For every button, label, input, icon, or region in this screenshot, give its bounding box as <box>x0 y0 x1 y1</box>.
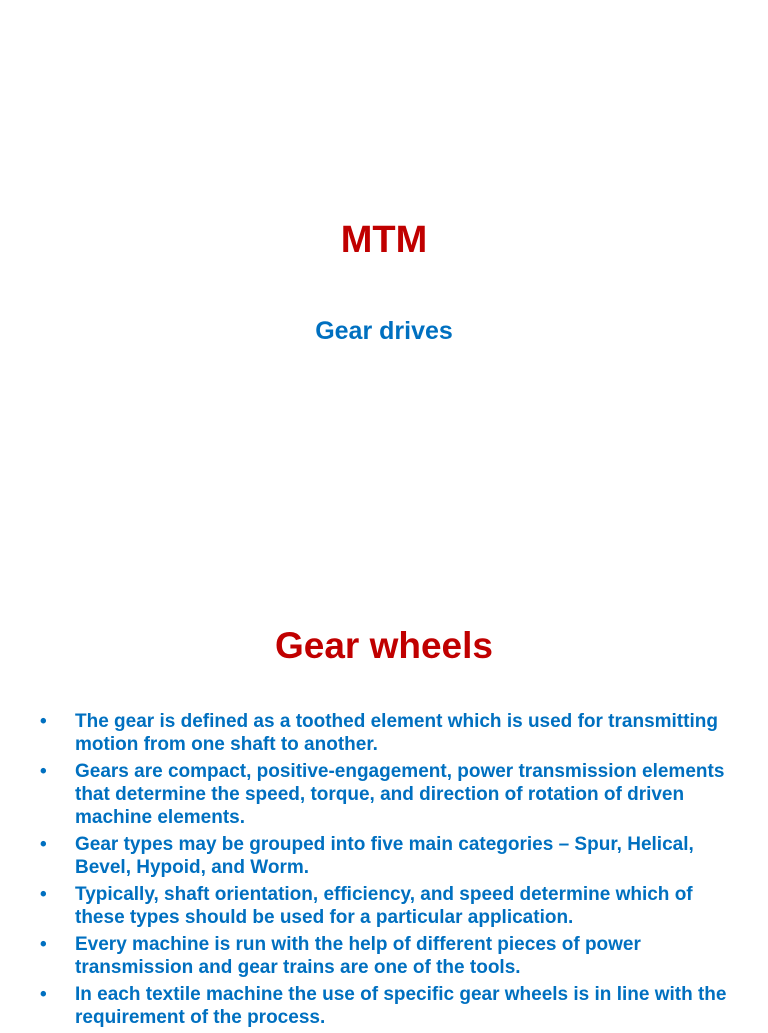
bullet-icon: • <box>40 984 47 1005</box>
bullet-item <box>0 760 768 829</box>
bullet-text: In each textile machine the use of specific gear wheels is in line with the requirement of the process. <box>75 984 727 1028</box>
bullet-list <box>0 710 768 1033</box>
content-slide <box>0 576 768 1028</box>
bullet-icon: • <box>40 711 47 732</box>
bullet-icon: • <box>40 761 47 782</box>
slide-title: MTM <box>340 219 428 261</box>
content-slide-title: Gear wheels <box>274 625 493 666</box>
bullet-item <box>0 833 768 879</box>
bullet-item <box>0 883 768 929</box>
bullet-item <box>0 983 768 1029</box>
bullet-icon: • <box>40 934 47 955</box>
bullet-text: Every machine is run with the help of different pieces of power transmission and gear trains are one of the tools. <box>75 934 641 978</box>
bullet-icon: • <box>40 884 47 905</box>
bullet-text: Typically, shaft orientation, efficiency, and speed determine which of these types should be used for a particular application. <box>75 884 693 928</box>
bullet-item <box>0 933 768 979</box>
bullet-icon: • <box>40 834 47 855</box>
bullet-text: Gears are compact, positive-engagement, power transmission elements that determine the speed, torque, and direction of rotation of driven machine elements. <box>75 761 725 828</box>
slide-subtitle: Gear drives <box>315 317 453 345</box>
bullet-item <box>0 710 768 756</box>
bullet-text: Gear types may be grouped into five main categories – Spur, Helical, Bevel, Hypoid, and Worm. <box>75 834 694 878</box>
bullet-text: The gear is defined as a toothed element which is used for transmitting motion from one shaft to another. <box>75 711 718 755</box>
